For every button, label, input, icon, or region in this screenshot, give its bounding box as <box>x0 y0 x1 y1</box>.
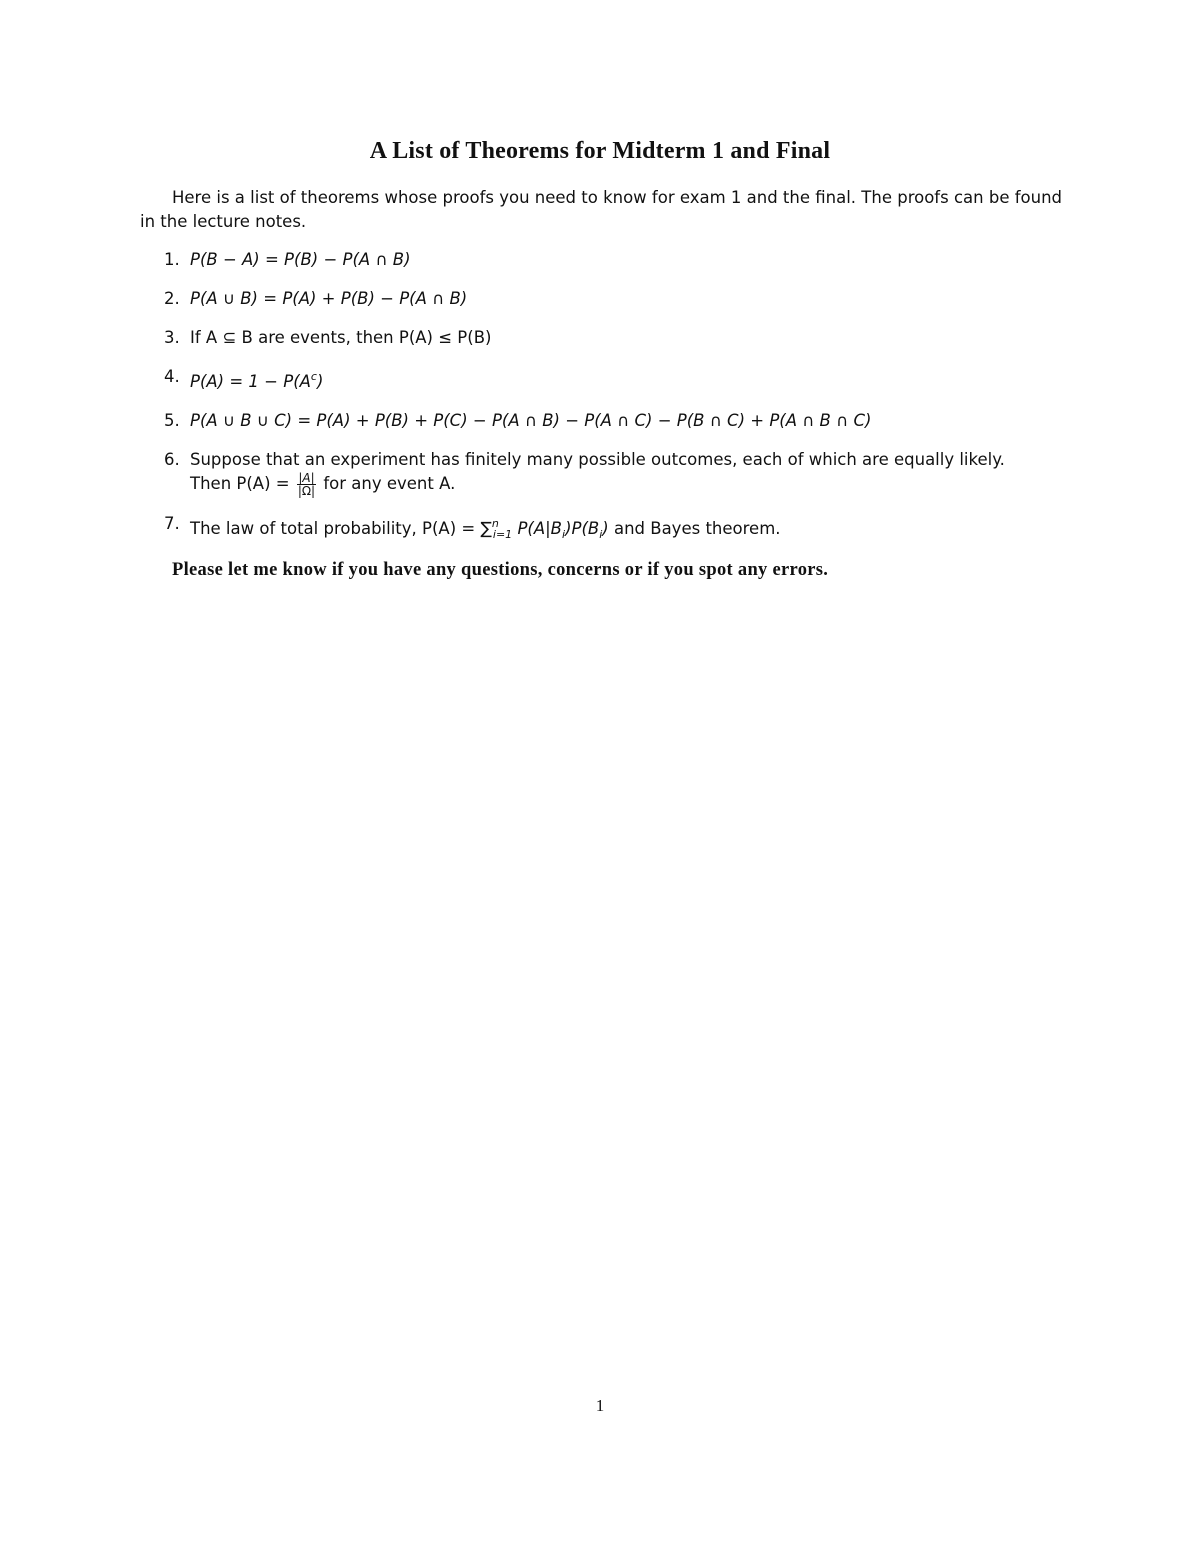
theorem-line-2-before: Then P(A) = <box>190 474 290 493</box>
closing-note: Please let me know if you have any questions, concerns or if you spot any errors. <box>172 560 829 580</box>
theorem-item <box>140 512 1070 547</box>
document-title: A List of Theorems for Midterm 1 and Final <box>369 138 831 164</box>
theorem-text: If A ⊆ B are events, then P(A) ≤ P(B) <box>190 328 492 347</box>
theorem-text: P(A ∪ B ∪ C) = P(A) + P(B) + P(C) − P(A ∩ B) − P(A ∩ C) − P(B ∩ C) + P(A ∩ B ∩ C) <box>190 411 872 430</box>
theorem-number: 7. <box>164 514 180 533</box>
sum-subscript-b: i <box>599 528 603 541</box>
sum-body-b: )P(B <box>565 519 600 538</box>
sum-upper-limit: n <box>491 517 499 530</box>
sum-subscript-a: i <box>562 528 566 541</box>
theorem-number: 5. <box>164 411 180 430</box>
summation-symbol: ∑ <box>480 519 492 539</box>
fraction-denominator: |Ω| <box>297 484 316 498</box>
theorem-item <box>140 365 1070 394</box>
page-number: 1 <box>595 1396 605 1415</box>
sum-lower-limit: i=1 <box>492 528 513 541</box>
theorem-item <box>140 448 1070 497</box>
theorem-item <box>140 287 1070 311</box>
theorem-item <box>140 248 1070 272</box>
theorem-number: 2. <box>164 289 180 308</box>
theorem-item <box>140 409 1070 433</box>
theorem-number: 6. <box>164 450 180 469</box>
sum-body-c: ) <box>602 519 609 538</box>
intro-paragraph: Here is a list of theorems whose proofs you need to know for exam 1 and the final. The proofs can be found in the lecture notes. <box>140 188 1063 231</box>
theorem-list <box>140 248 1070 562</box>
theorem-text: P(B − A) = P(B) − P(A ∩ B) <box>190 250 411 269</box>
theorem-number: 1. <box>164 250 180 269</box>
theorem-text-before: The law of total probability, P(A) = <box>190 519 476 538</box>
theorem-item <box>140 326 1070 350</box>
fraction <box>297 472 316 497</box>
theorem-number: 3. <box>164 328 180 347</box>
theorem-text-before: P(A) = 1 − P(A <box>190 372 311 391</box>
sum-body-a: P(A|B <box>517 519 562 538</box>
complement-superscript: c <box>310 370 317 383</box>
theorem-line-2-after: for any event A. <box>323 474 456 493</box>
fraction-numerator: |A| <box>298 471 315 485</box>
theorem-text-after: ) <box>316 372 324 391</box>
theorem-text: P(A ∪ B) = P(A) + P(B) − P(A ∩ B) <box>190 289 468 308</box>
theorem-text-after: and Bayes theorem. <box>613 519 781 538</box>
theorem-line-1: Suppose that an experiment has finitely many possible outcomes, each of which are equally likely. <box>190 450 1005 469</box>
theorem-number: 4. <box>164 367 180 386</box>
